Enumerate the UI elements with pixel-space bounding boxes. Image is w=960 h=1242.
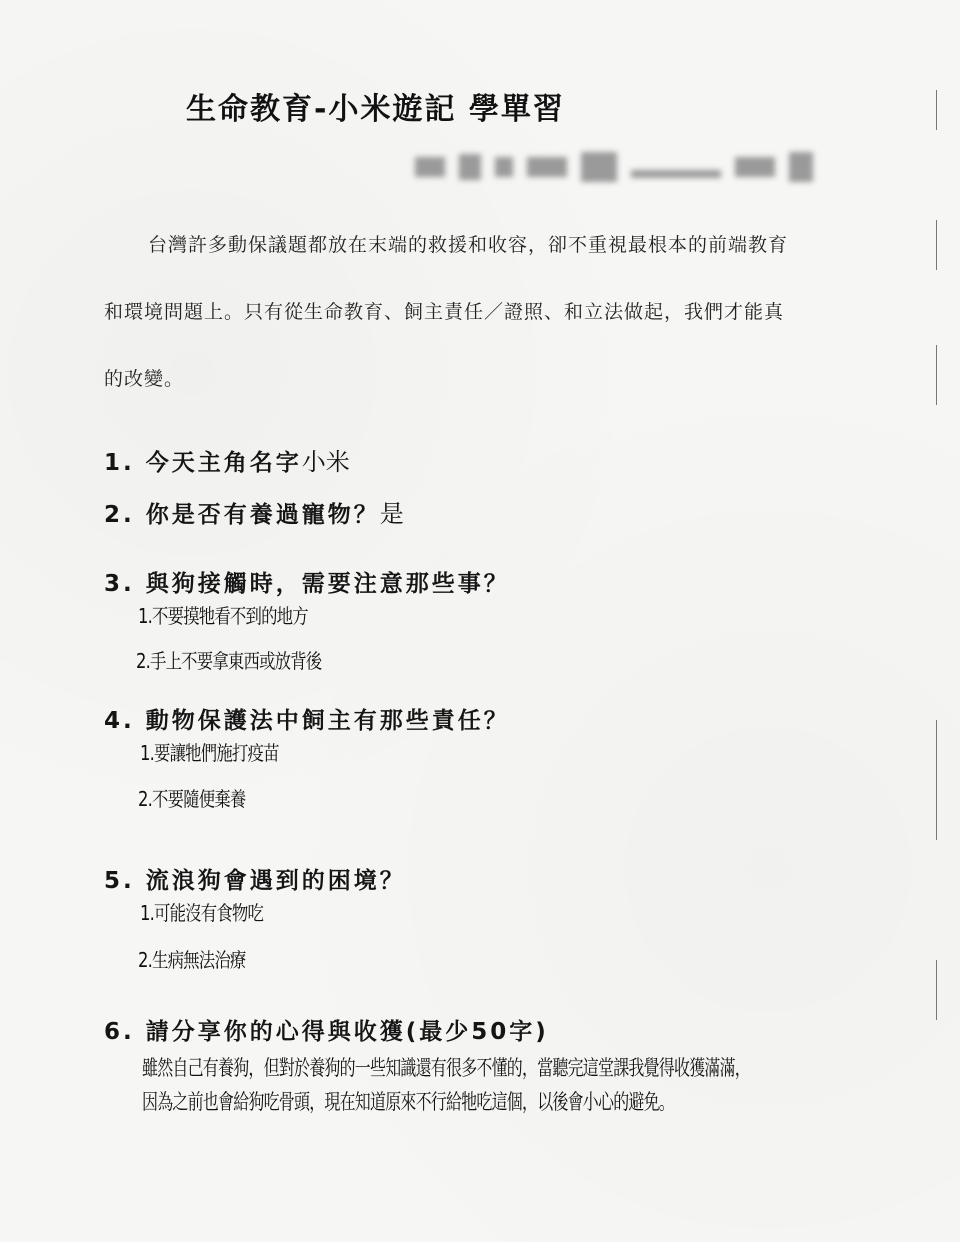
answer-6-line-2: 因為之前也會給狗吃骨頭，現在知道原來不行給牠吃這個，以後會小心的避免。: [142, 1090, 674, 1114]
question-3-label: 3. 與狗接觸時，需要注意那些事？: [104, 571, 510, 597]
worksheet-title: 生命教育-小米遊記 學單習: [186, 92, 565, 127]
scan-edge-mark: [936, 90, 937, 130]
answer-5-1: 1.可能沒有食物吃: [140, 901, 264, 925]
question-2-label: 2. 你是否有養過寵物？: [104, 502, 380, 528]
answer-6-line-1: 雖然自己有養狗，但對於養狗的一些知識還有很多不懂的，當聽完這堂課我覺得收獲滿滿，: [142, 1056, 750, 1080]
scan-edge-mark: [936, 960, 937, 1020]
intro-line-3: 的改變。: [104, 368, 185, 390]
answer-3-1: 1.不要摸牠看不到的地方: [138, 604, 308, 628]
answer-1: 小米: [301, 448, 350, 476]
question-4-label: 4. 動物保護法中飼主有那些責任？: [104, 708, 510, 734]
redacted-student-info: [415, 145, 835, 189]
scan-edge-mark: [936, 720, 937, 840]
question-1-label: 1. 今天主角名字: [104, 450, 302, 476]
answer-4-1: 1.要讓牠們施打疫苗: [140, 741, 279, 765]
scan-edge-mark: [936, 220, 937, 270]
intro-line-1: 台灣許多動保議題都放在末端的救援和收容，卻不重視最根本的前端教育: [148, 234, 789, 256]
answer-4-2: 2.不要隨便棄養: [138, 787, 246, 811]
scan-edge-mark: [936, 345, 937, 405]
answer-5-2: 2.生病無法治療: [138, 948, 246, 972]
question-6-label: 6. 請分享你的心得與收獲(最少50字): [104, 1019, 549, 1045]
answer-2: 是: [379, 500, 404, 528]
intro-line-2: 和環境問題上。只有從生命教育、飼主責任／證照、和立法做起，我們才能真: [104, 301, 785, 323]
question-1: [104, 442, 350, 477]
question-2: [104, 494, 404, 529]
answer-3-2: 2.手上不要拿東西或放背後: [136, 649, 322, 673]
question-5-label: 5. 流浪狗會遇到的困境？: [104, 868, 406, 894]
